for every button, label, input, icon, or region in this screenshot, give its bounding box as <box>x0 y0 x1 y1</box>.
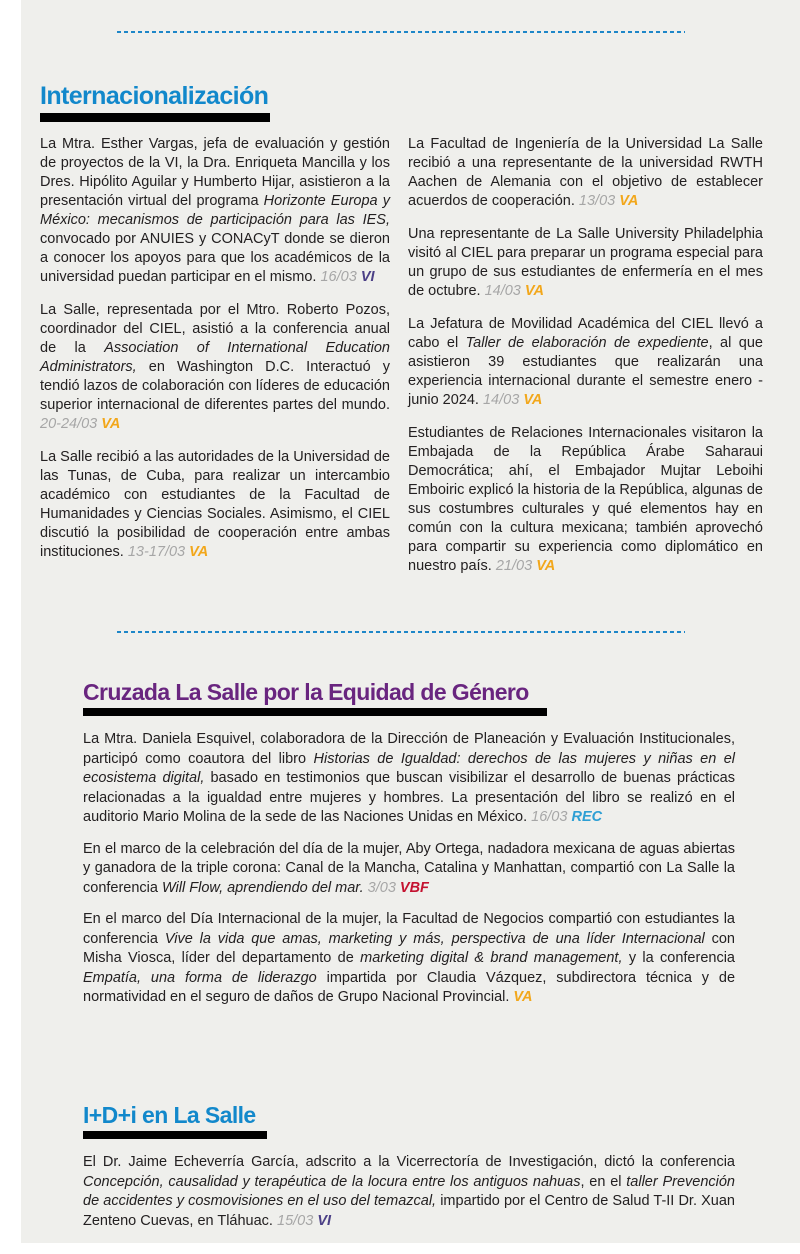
body-text: Una representante de La Salle University Philadelphia visitó al CIEL para preparar un programa especial para un grupo de sus estudiantes de enfermería en el mes de octubre. <box>408 226 763 299</box>
area-tag-vbf: VBF <box>399 879 429 896</box>
italic-title-text: Association of International Education Administrators, <box>40 340 390 375</box>
paragraph <box>408 315 763 410</box>
column-right <box>408 135 763 590</box>
body-text: La Jefatura de Movilidad Académica del CIEL llevó a cabo el <box>408 316 763 351</box>
body-text: Estudiantes de Relaciones Internacionales visitaron la Embajada de la República Árabe Saharaui Democrática; ahí, el Embajador Mujtar Leboihi Emboiric explicó la historia de la República, algunas de sus costumbres culturales y qué elementos hay en común con la cultura mexicana; también aprovechó para compartir su experiencia como diplomático en nuestro país. <box>408 425 763 574</box>
paragraph <box>408 225 763 301</box>
date-stamp: 16/03 <box>320 269 361 285</box>
body-text: La Mtra. Daniela Esquivel, colaboradora de la Dirección de Planeación y Evaluación Institucionales, participó como coautora del libro <box>83 731 735 767</box>
area-tag-rec: REC <box>571 809 603 825</box>
date-stamp: 3/03 <box>367 879 400 896</box>
body-text: impartida por Claudia Vázquez, subdirectora técnica y de normatividad en el seguro de daños de Grupo Nacional Provincial. <box>83 969 736 1005</box>
section-equidad-de-genero <box>83 679 735 1020</box>
dashed-separator-top <box>117 31 685 33</box>
paragraph <box>83 910 735 1008</box>
body-text: , en el <box>580 1173 627 1190</box>
date-stamp: 16/03 <box>531 809 572 825</box>
area-tag-va: VA <box>536 558 556 574</box>
area-tag-va: VA <box>523 392 543 408</box>
paragraph <box>83 1153 735 1231</box>
body-text: con Misha Viosca, líder del departamento de <box>83 930 735 966</box>
area-tag-va: VA <box>189 544 209 560</box>
body-text: La Salle, representada por el Mtro. Roberto Pozos, coordinador del CIEL, asistió a la conferencia anual de la <box>40 302 390 356</box>
page-bottom-margin <box>0 1243 800 1254</box>
area-tag-va: VA <box>619 193 639 209</box>
date-stamp: 14/03 <box>484 283 525 299</box>
body-text: convocado por ANUIES y CONACyT donde se dieron a conocer los apoyos para que los académicos de la universidad puedan participar en el mismo. <box>40 231 390 285</box>
paragraph <box>40 135 390 287</box>
italic-title-text: Empatía, una forma de liderazgo <box>83 969 317 986</box>
italic-title-text: taller Prevención de accidentes y cosmovisiones en el uso del temazcal, <box>83 1173 735 1209</box>
body-text: y la conferencia <box>622 950 735 966</box>
column-left <box>40 135 390 590</box>
date-stamp: 13/03 <box>578 193 620 209</box>
date-stamp: 21/03 <box>495 558 537 574</box>
date-stamp: 13-17/03 <box>127 544 190 560</box>
section-body <box>83 1153 735 1231</box>
title-underline-bar <box>40 113 270 122</box>
body-text: La Facultad de Ingeniería de la Universidad La Salle recibió a una representante de la universidad RWTH Aachen de Alemania con el objetivo de establecer acuerdos de cooperación. <box>408 136 763 209</box>
page-left-margin <box>0 0 21 1254</box>
italic-title-text: Vive la vida que amas, marketing y más, perspectiva de una líder Internacional <box>164 930 705 947</box>
body-text: En el marco de la celebración del día de la mujer, Aby Ortega, nadadora mexicana de aguas abiertas y ganadora de la triple corona: Canal de la Mancha, Catalina y Manhattan, compartió con La Salle la conferencia <box>83 840 735 896</box>
paragraph <box>83 730 735 828</box>
section-title-equidad: Cruzada La Salle por la Equidad de Género <box>83 679 529 705</box>
date-stamp: 20-24/03 <box>40 416 102 432</box>
section-idi-en-la-salle <box>83 1102 735 1243</box>
area-tag-vi: VI <box>317 1212 332 1229</box>
date-stamp: 15/03 <box>277 1212 318 1229</box>
title-underline-bar <box>83 1131 267 1139</box>
body-text: en Washington D.C. Interactuó y tendió lazos de colaboración con líderes de educación superior internacional de diferentes partes del mundo. <box>40 359 390 413</box>
italic-title-text: Concepción, causalidad y terapéutica de la locura entre los antiguos nahuas <box>83 1173 581 1190</box>
paragraph <box>408 424 763 576</box>
title-underline-bar <box>83 708 547 716</box>
date-stamp: 14/03 <box>482 392 524 408</box>
paragraph <box>408 135 763 211</box>
paragraph <box>40 448 390 562</box>
body-text: El Dr. Jaime Echeverría García, adscrito a la Vicerrectoría de Investigación, dictó la conferencia <box>83 1154 735 1170</box>
italic-title-text: Will Flow, aprendiendo del mar. <box>162 879 368 896</box>
body-text: basado en testimonios que buscan visibilizar el desarrollo de buenas prácticas relacionadas a la igualdad entre mujeres y hombres. La presentación del libro se realizó en el auditorio Mario Molina de la sede de las Naciones Unidas en México. <box>83 770 735 825</box>
italic-title-text: Taller de elaboración de expediente <box>465 335 709 351</box>
section-title-idi: I+D+i en La Salle <box>83 1102 256 1128</box>
italic-title-text: Horizonte Europa y México: mecanismos de participación para las IES, <box>40 193 390 228</box>
body-text: , al que asistieron 39 estudiantes que realizarán una experiencia internacional durante el semestre enero - junio 2024. <box>408 335 763 408</box>
section-title-internacionalizacion: Internacionalización <box>40 82 269 110</box>
area-tag-vi: VI <box>360 269 375 285</box>
area-tag-va: VA <box>513 989 533 1005</box>
area-tag-va: VA <box>524 283 544 299</box>
body-text: En el marco del Día Internacional de la mujer, la Facultad de Negocios compartió con estudiantes la conferencia <box>83 911 735 947</box>
paragraph <box>40 301 390 434</box>
two-column-layout <box>40 135 763 590</box>
body-text: La Mtra. Esther Vargas, jefa de evaluación y gestión de proyectos de la VI, la Dra. Enriqueta Mancilla y los Dres. Hipólito Aguilar y Humberto Hijar, asistieron a la presentación virtual del programa <box>40 136 390 209</box>
italic-title-text: marketing digital & brand management, <box>360 950 623 966</box>
area-tag-va: VA <box>101 416 121 432</box>
body-text: impartido por el Centro de Salud T-II Dr. Xuan Zenteno Cuevas, en Tláhuac. <box>83 1193 735 1229</box>
paragraph <box>83 840 735 899</box>
body-text: La Salle recibió a las autoridades de la Universidad de las Tunas, de Cuba, para realizar un intercambio académico con estudiantes de la Facultad de Humanidades y Ciencias Sociales. Asimismo, el CIEL discutió la posibilidad de cooperación entre ambas instituciones. <box>40 449 390 560</box>
section-internacionalizacion <box>40 82 763 590</box>
section-body <box>83 730 735 1008</box>
dashed-separator-middle <box>117 631 685 633</box>
italic-title-text: Historias de Igualdad: derechos de las mujeres y niñas en el ecosistema digital, <box>83 750 735 786</box>
